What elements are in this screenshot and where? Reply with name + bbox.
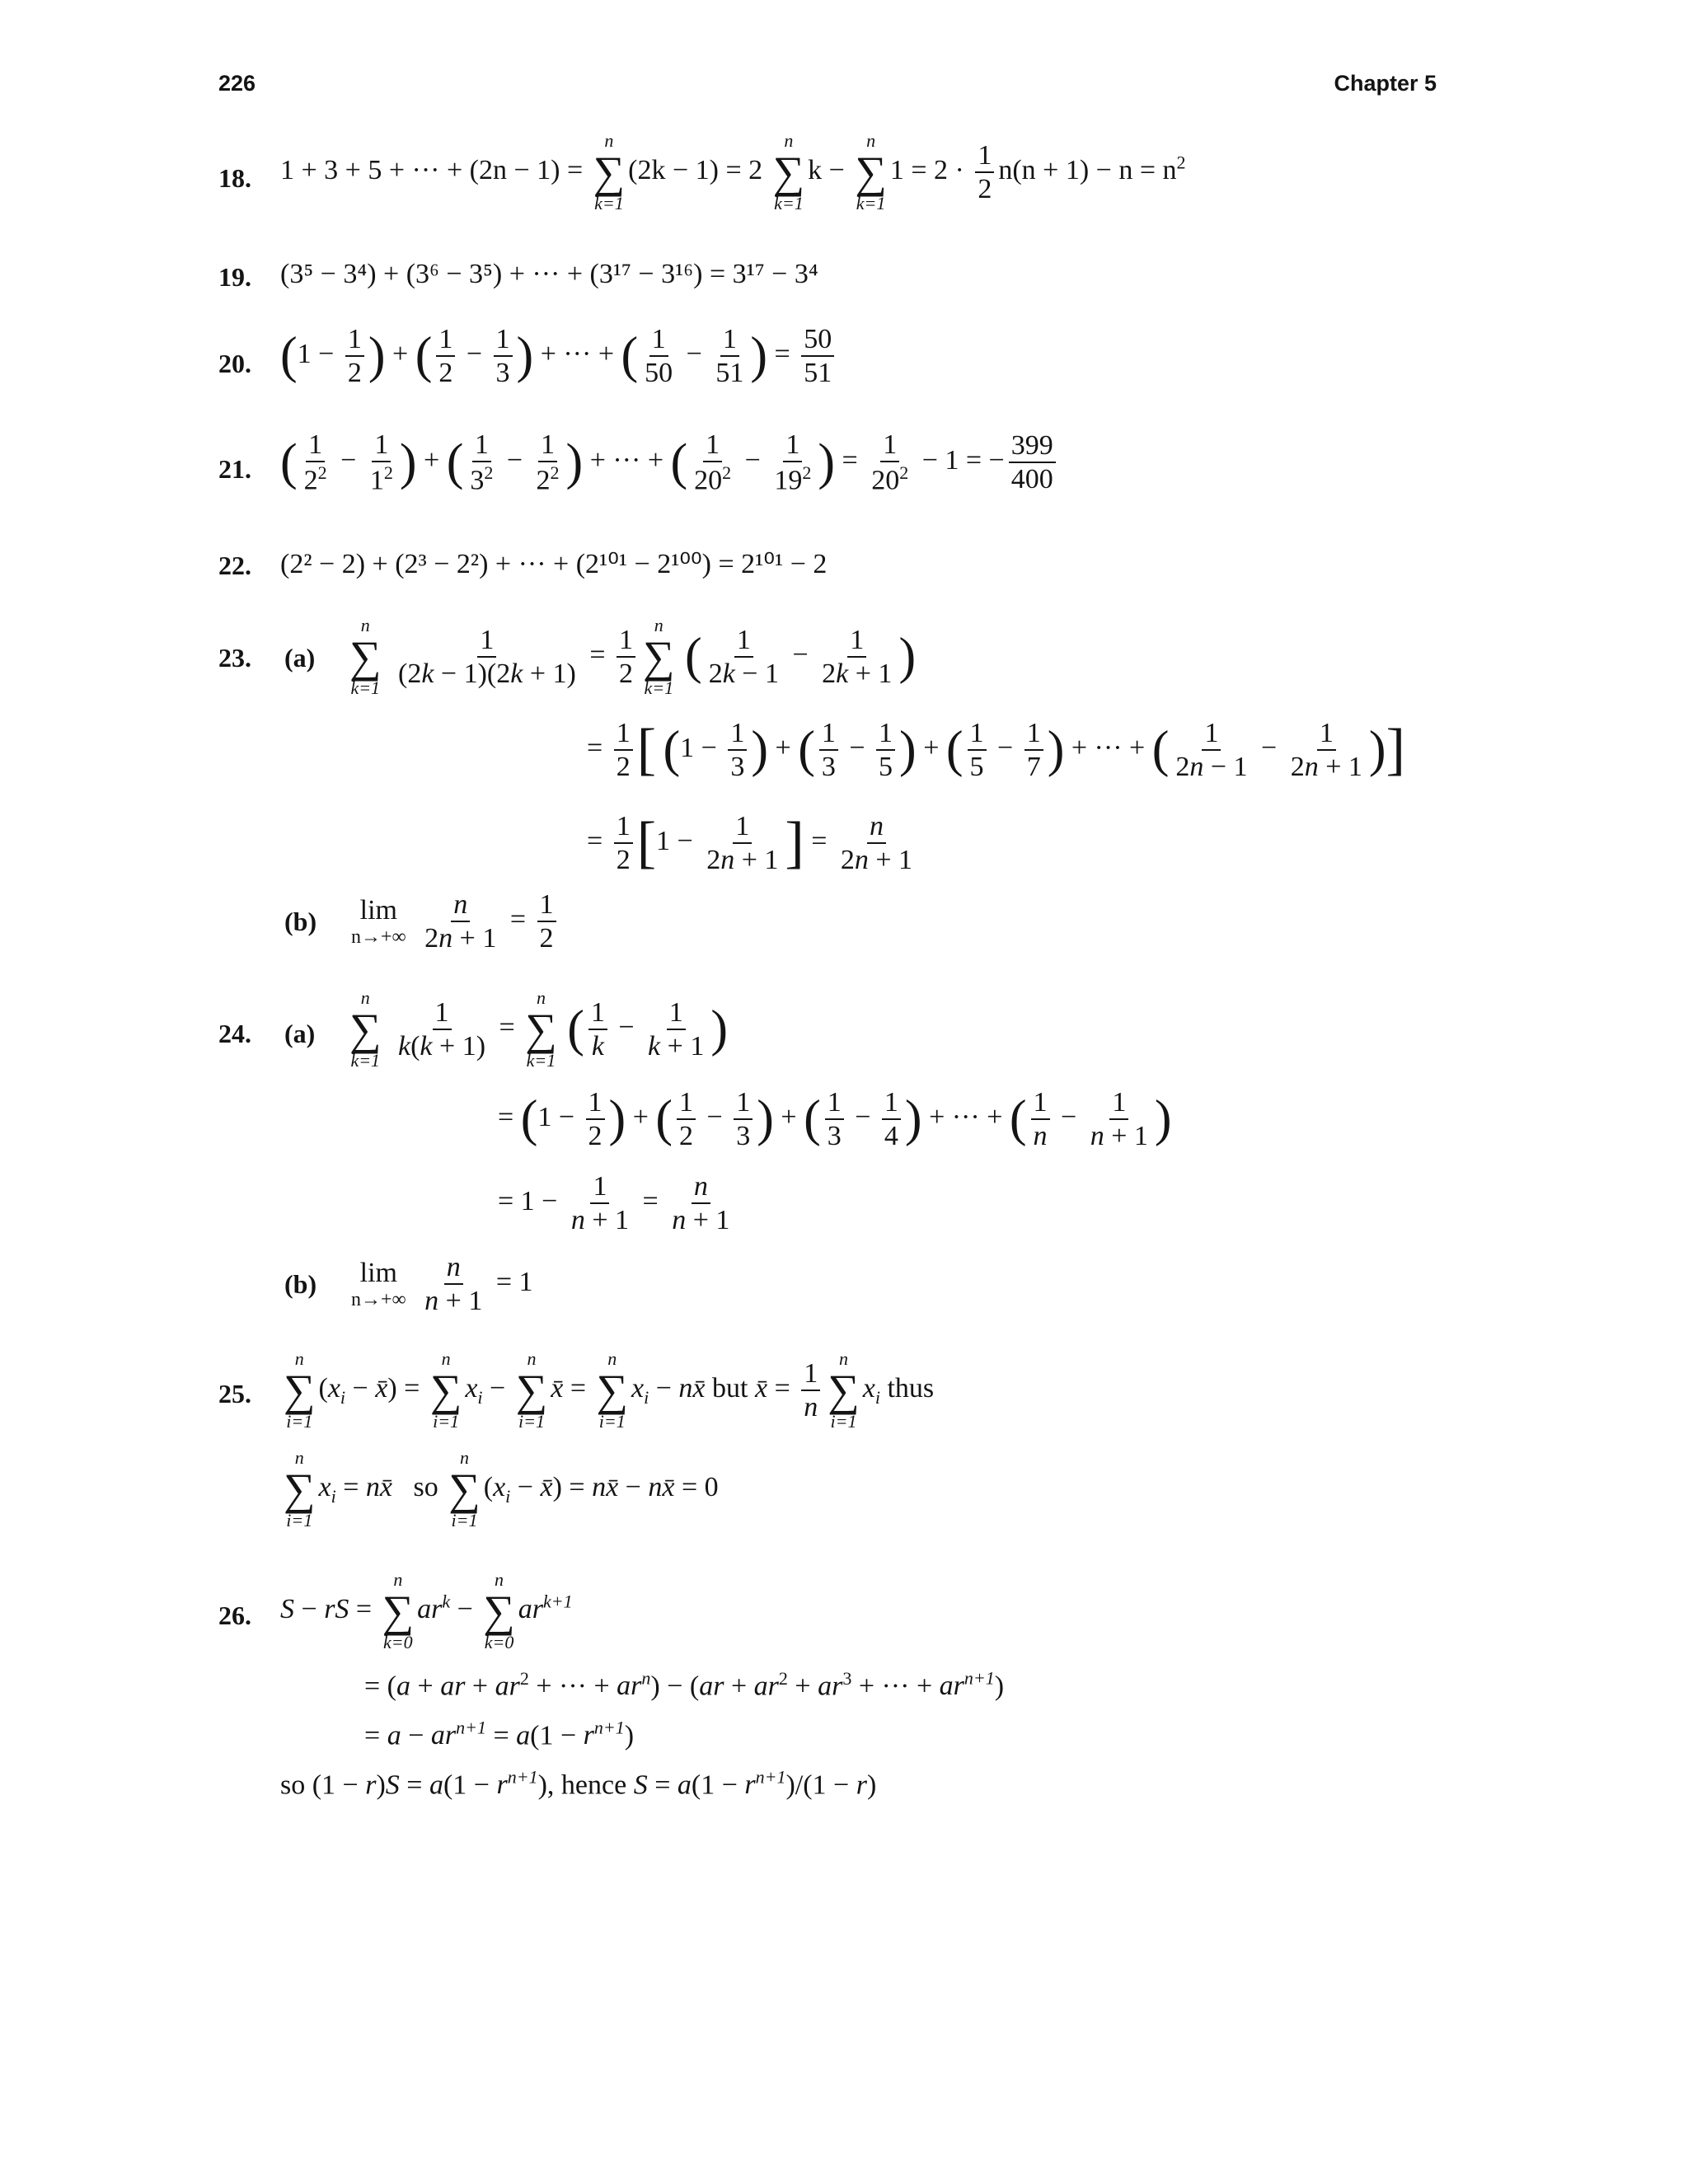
equation-21: ( $\frac{1}{2^2}$ − $\frac{1}{1^2}$ ) + ( $\frac{1}{3^2}$ − $\frac{1}{2^2}$ ) + ··· + ( $\frac{1}{20^2}$ − $\frac{1}{19^2}$ ) = $\frac{1}{20^2}$ − 1 = − $\frac{399}{400}$ [280, 429, 1060, 497]
problem-number-25: 25. [218, 1379, 251, 1408]
problem-number-23: 23. [218, 643, 251, 673]
equation-26-line2: = (a + ar + $ar^2$ + ··· + $ar^n) - (ar + ar^2 + ar^3$ + ··· + $ar^{n+1}$) [364, 1668, 1005, 1702]
equation-24a-line2: = (1 − $\frac{1}{2}$ ) + ( $\frac{1}{2}$ − $\frac{1}{3}$ ) + ( $\frac{1}{3}$ − $\frac{1}{4}$ ) + ··· + ( $\frac{1}{n}$ − $\frac{1}{n + 1}$ ) [498, 1087, 1172, 1152]
problem-number-20: 20. [218, 349, 251, 378]
equation-23a-line2: = $\frac{1}{2}$ [ (1 − $\frac{1}{3}$ ) + ( $\frac{1}{3}$ − $\frac{1}{5}$ ) + ( $\frac{1}{5}$ − $\frac{1}{7}$ ) + ··· + ( $\frac{1}{2n - 1}$ − $\frac{1}{2n + 1}$ )] [587, 718, 1405, 783]
equation-23b: lim n→+∞ $\frac{n}{2n + 1}$ = $\frac{1}{2}$ [346, 888, 560, 954]
problem-number-21: 21. [218, 454, 251, 484]
part-label-23b: (b) [284, 907, 317, 936]
part-label-24a: (a) [284, 1019, 316, 1048]
equation-25-line1: n ∑ i=1 ($x_i$ − x̄) = n ∑ i=1 $x_i$ − n ∑ i=1 x̄ = n ∑ i=1 $x_i$ − nx̄ but x̄ = $\frac{1}{n}$ n ∑ i=1 $x_i$ thus [284, 1348, 935, 1432]
problem-number-24: 24. [218, 1019, 251, 1048]
equation-24a-line3: = 1 − $\frac{1}{n + 1}$ = $\frac{n}{n + 1}$ [498, 1171, 730, 1236]
equation-18: 1 + 3 + 5 + ··· + (2n − 1) = n ∑ k=1 (2k − 1) = 2 n ∑ k=1 k − n ∑ k=1 1 = 2 · $\frac{1}{2}$ $n(n + 1) - n = n^2$ [280, 130, 1186, 213]
problem-number-26: 26. [218, 1601, 251, 1630]
problem-number-18: 18. [218, 163, 251, 193]
equation-25-line2: n ∑ i=1 $x_i$ = nx̄ so n ∑ i=1 ($x_i$ − x̄) = nx̄ − nx̄ = 0 [284, 1447, 719, 1530]
equation-24a-line1: n ∑ k=1 $\frac{1}{k(k + 1)}$ = n ∑ k=1 ( $\frac{1}{k}$ − $\frac{1}{k + 1}$ ) [349, 987, 728, 1071]
equation-23a-line1: n ∑ k=1 $\frac{1}{(2k - 1)(2k + 1)}$ = $\frac{1}{2}$ n ∑ k=1 ( $\frac{1}{2k - 1}$ − $\frac{1}{2k + 1}$ ) [349, 615, 917, 698]
equation-22: (2² − 2) + (2³ − 2²) + ··· + (2¹⁰¹ − 2¹⁰⁰) = 2¹⁰¹ − 2 [280, 549, 828, 579]
page-number: 226 [218, 71, 256, 96]
equation-20: (1 − $\frac{1}{2}$ ) + ( $\frac{1}{2}$ − $\frac{1}{3}$ ) + ··· + ( $\frac{1}{50}$ − $\frac{1}{51}$ ) = $\frac{50}{51}$ [280, 323, 838, 389]
equation-24b: lim n→+∞ $\frac{n}{n + 1}$ = 1 [351, 1252, 533, 1317]
equation-26-line1: S − rS = n ∑ k=0 $ar^k$ − n ∑ k=0 $ar^{k+1}$ [280, 1569, 573, 1652]
part-label-24b: (b) [284, 1269, 317, 1299]
equation-26-line3: = $a - ar^{n+1} = a(1 - r^{n+1})$ [364, 1718, 635, 1751]
chapter-title: Chapter 5 [1334, 71, 1437, 96]
equation-26-line4: so $(1 - r)S = a(1 - r^{n+1})$, hence $S = a(1 - r^{n+1})/(1 - r)$ [280, 1767, 877, 1801]
equation-23a-line3: = $\frac{1}{2}$ [1 − $\frac{1}{2n + 1}$ ] = $\frac{n}{2n + 1}$ [587, 811, 913, 876]
problem-number-22: 22. [218, 551, 251, 580]
equation-19: (3⁵ − 3⁴) + (3⁶ − 3⁵) + ··· + (3¹⁷ − 3¹⁶) = 3¹⁷ − 3⁴ [280, 259, 818, 289]
part-label-23a: (a) [284, 643, 316, 673]
problem-number-19: 19. [218, 262, 251, 292]
